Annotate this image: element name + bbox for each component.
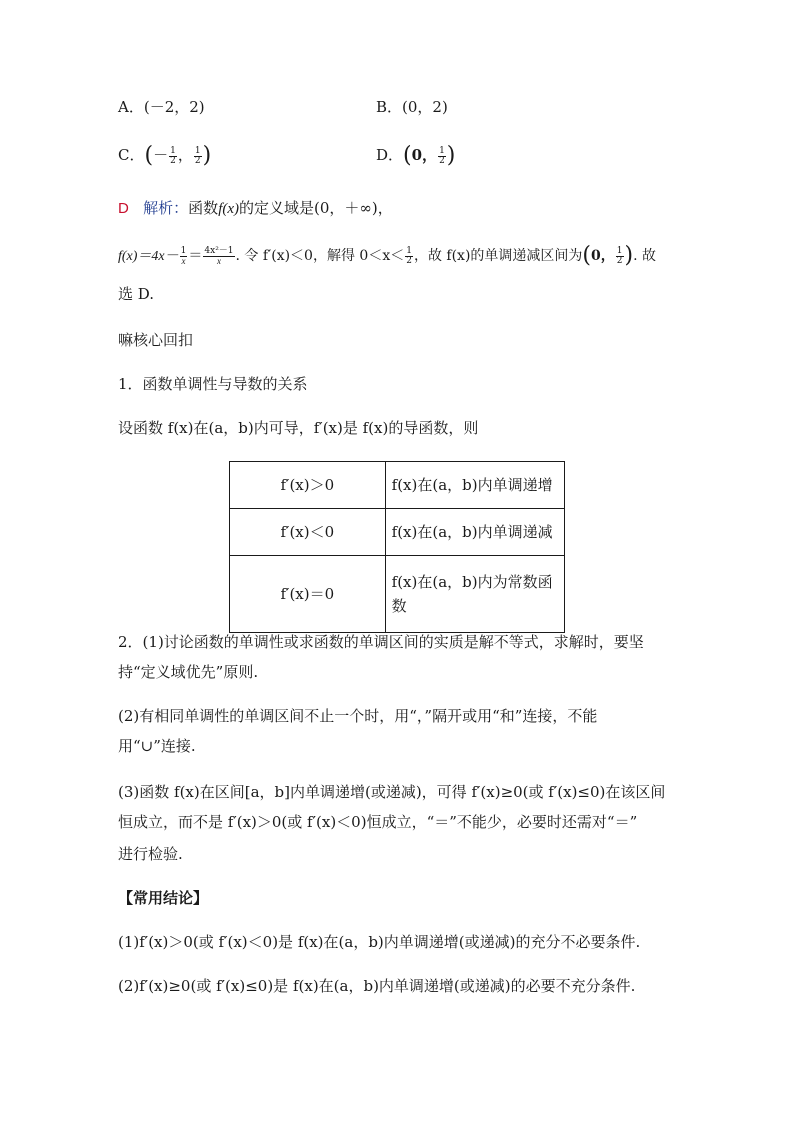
conclusion-2: (2)f′(x)≥0(或 f′(x)≤0)是 f(x)在(a，b)内单调递增(或递减)的必要不充分条件. (118, 977, 636, 995)
option-b-label: B． (376, 98, 403, 116)
solution-text: 函数 (188, 199, 219, 217)
fraction: $\frac{1}{2}$ (194, 145, 201, 166)
option-b-text: (0，2) (402, 98, 448, 116)
section-2-p1-line1: 2．(1)讨论函数的单调性或求函数的单调区间的实质是解不等式，求解时，要坚 (118, 633, 644, 651)
paren-close: ) (202, 143, 212, 168)
option-c-sep: ， (177, 146, 193, 164)
section-2-p1-line2: 持“定义域优先”原则. (118, 663, 259, 681)
interval-zero: 0， (591, 248, 615, 264)
table-row (230, 509, 565, 556)
table-cell-result: f(x)在(a，b)内单调递减 (385, 509, 564, 556)
table-cell-condition: f′(x)＞0 (230, 462, 386, 509)
option-c (118, 145, 211, 166)
answer-letter: D (118, 200, 129, 217)
equals-sign: ＝ (188, 248, 203, 264)
fraction: $\frac{1}{2}$ (439, 145, 445, 166)
section-2-p3-line3: 进行检验. (118, 845, 183, 863)
table-cell-condition: f′(x)＝0 (230, 556, 386, 633)
option-a-text: (－2，2) (143, 98, 205, 116)
solution-line-2 (118, 243, 656, 268)
conclusion-1: (1)f′(x)＞0(或 f′(x)＜0)是 f(x)在(a，b)内单调递增(或递减)的充分不必要条件. (118, 933, 641, 951)
section-2-p2-line2: 用“∪”连接. (118, 737, 196, 755)
option-a (118, 97, 205, 117)
analysis-label: 解析： (143, 199, 189, 217)
option-b (376, 97, 448, 117)
fraction: $\frac{1}{2}$ (170, 145, 176, 166)
solution-line-1 (118, 198, 393, 219)
solution-math: f(x)＝4x－ (118, 249, 179, 264)
section-1-title: 1．函数单调性与导数的关系 (118, 375, 308, 393)
table-row (230, 556, 565, 633)
solution-text: . 令 f′(x)＜0，解得 0＜x＜ (235, 248, 405, 264)
table-cell-result: f(x)在(a，b)内单调递增 (385, 462, 564, 509)
section-2-p2-line1: (2)有相同单调性的单调区间不止一个时，用“，”隔开或用“和”连接，不能 (118, 707, 598, 725)
paren-close: ) (446, 143, 456, 168)
option-a-label: A． (118, 98, 144, 116)
solution-text: 的定义域是(0，＋∞)， (239, 199, 393, 217)
option-d-label: D． (376, 146, 404, 164)
option-d (376, 145, 455, 166)
table-cell-result: f(x)在(a，b)内为常数函数 (385, 556, 564, 633)
section-2-p3-line2: 恒成立，而不是 f′(x)＞0(或 f′(x)＜0)恒成立，“＝”不能少，必要时还需对“＝” (118, 813, 638, 831)
paren-open: ( (144, 143, 154, 168)
option-d-zero: 0， (411, 146, 438, 164)
function-fx: f(x) (218, 201, 240, 217)
fraction: $\frac{1}{2}$ (616, 245, 623, 266)
table-row (230, 462, 565, 509)
derivative-monotonicity-table (229, 461, 565, 633)
paren-open: ( (582, 243, 592, 268)
conclusions-title: 【常用结论】 (118, 889, 209, 907)
table-cell-condition: f′(x)＜0 (230, 509, 386, 556)
fraction: $\frac{1}{2}$ (406, 245, 412, 266)
paren-close: ) (624, 243, 634, 268)
fraction: $\frac{\text{4x²－1}}{x}$ (204, 245, 234, 266)
option-c-label: C． (118, 146, 145, 164)
fraction: $\frac{1}{x}$ (180, 245, 187, 266)
core-review-heading: 嘛核心回扣 (118, 331, 194, 349)
section-2-p3-line1: (3)函数 f(x)在区间[a，b]内单调递增(或递减)，可得 f′(x)≥0(或 f′(x)≤0)在该区间 (118, 783, 666, 801)
solution-text: . 故 (633, 248, 656, 264)
solution-line-3: 选 D. (118, 285, 155, 303)
option-c-minus: － (153, 146, 169, 164)
section-1-intro: 设函数 f(x)在(a，b)内可导，f′(x)是 f(x)的导函数，则 (118, 419, 479, 437)
solution-text: ，故 f(x)的单调递减区间为 (413, 248, 583, 264)
paren-open: ( (403, 143, 412, 168)
